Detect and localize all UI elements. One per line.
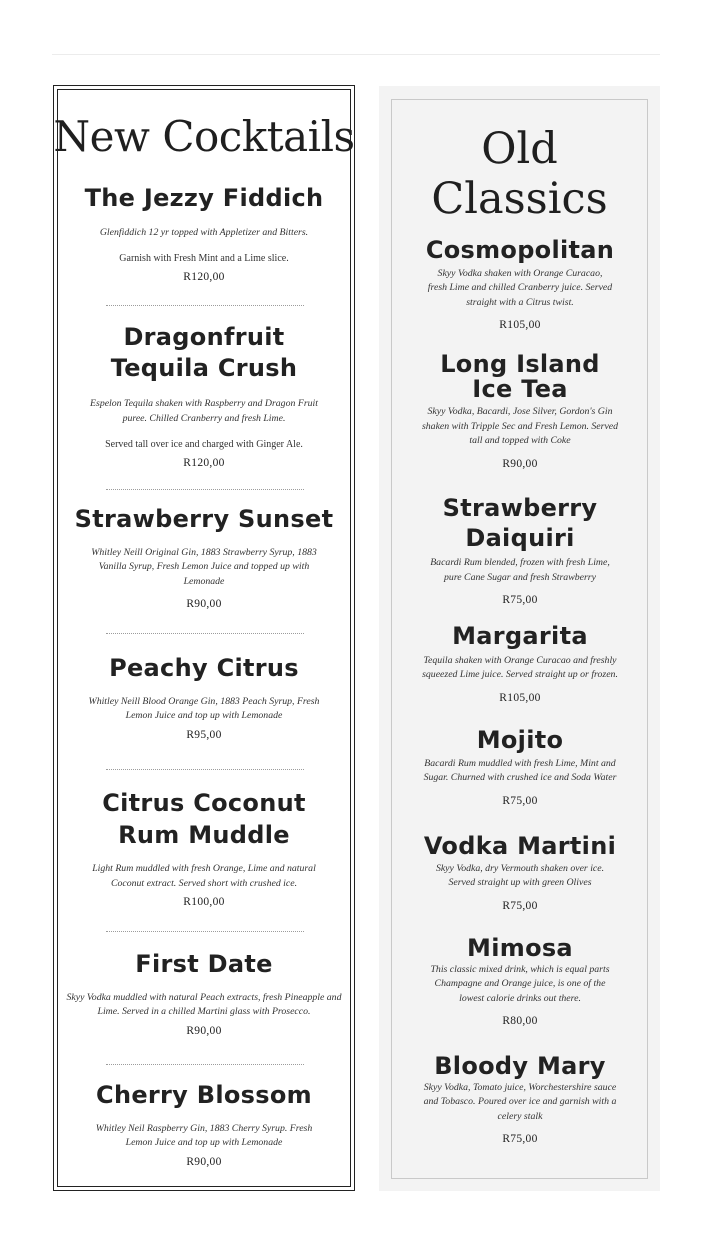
item-divider bbox=[106, 489, 304, 490]
menu-item bbox=[392, 352, 648, 470]
item-description: Tequila shaken with Orange Curacao and freshly squeezed Lime juice. Served straight up or frozen. bbox=[422, 654, 618, 681]
item-price: R90,00 bbox=[186, 598, 222, 611]
item-name: Bloody Mary bbox=[434, 1052, 606, 1080]
item-name: Long Island Ice Tea bbox=[440, 350, 600, 403]
item-name: First Date bbox=[135, 950, 273, 978]
item-name: Citrus Coconut Rum Muddle bbox=[102, 789, 306, 849]
item-name: Margarita bbox=[452, 622, 588, 650]
item-description: Glenfiddich 12 yr topped with Appletizer and Bitters. bbox=[99, 226, 309, 238]
old-classics-title bbox=[379, 124, 660, 224]
item-price: R120,00 bbox=[183, 457, 225, 469]
item-description: Skyy Vodka shaken with Orange Curacao, fresh Lime and chilled Cranberry juice. Served straight with a Citrus twist. bbox=[427, 267, 613, 308]
menu-item bbox=[392, 833, 648, 912]
item-name: Peachy Citrus bbox=[109, 654, 299, 682]
item-description: Skyy Vodka, dry Vermouth shaken over ice. Served straight up with green Olives bbox=[435, 862, 605, 889]
item-description: Bacardi Rum blended, frozen with fresh Lime, pure Cane Sugar and fresh Strawberry bbox=[430, 557, 610, 583]
item-name: Mojito bbox=[476, 726, 564, 754]
item-name: Cherry Blossom bbox=[96, 1081, 312, 1109]
menu-item bbox=[58, 185, 350, 283]
item-price: R95,00 bbox=[186, 728, 222, 741]
item-note: Garnish with Fresh Mint and a Lime slice. bbox=[119, 253, 289, 265]
item-name: Cosmopolitan bbox=[425, 236, 615, 264]
item-description: This classic mixed drink, which is equal parts Champagne and Orange juice, is one of the lowest calorie drinks out there. bbox=[430, 963, 610, 1004]
item-price: R90,00 bbox=[186, 1024, 222, 1037]
item-price: R120,00 bbox=[183, 271, 225, 284]
menu-item bbox=[58, 951, 350, 1037]
item-name: Strawberry Sunset bbox=[74, 505, 334, 533]
menu-item bbox=[392, 623, 648, 704]
menu-item bbox=[392, 727, 648, 807]
item-description: Light Rum muddled with fresh Orange, Lime and natural Coconut extract. Served short with crushed ice. bbox=[92, 863, 316, 889]
menu-item bbox=[58, 1082, 350, 1168]
item-price: R75,00 bbox=[502, 899, 538, 912]
menu-item bbox=[58, 787, 350, 908]
item-description: Espelon Tequila shaken with Raspberry and Dragon Fruit puree. Chilled Cranberry and fresh Lime. bbox=[90, 398, 318, 424]
item-description: Skyy Vodka, Bacardi, Jose Silver, Gordon's Gin shaken with Tripple Sec and Fresh Lemon. Served tall and topped with Coke bbox=[421, 406, 619, 446]
item-name: Dragonfruit Tequila Crush bbox=[110, 323, 298, 382]
menu-item bbox=[392, 493, 648, 606]
item-note: Served tall over ice and charged with Ginger Ale. bbox=[105, 439, 303, 450]
item-description: Skyy Vodka muddled with natural Peach extracts, fresh Pineapple and Lime. Served in a chilled Martini glass with Prosecco. bbox=[66, 991, 342, 1018]
item-price: R75,00 bbox=[502, 794, 538, 807]
item-name: The Jezzy Fiddich bbox=[84, 184, 324, 212]
menu-item bbox=[392, 1053, 648, 1145]
item-divider bbox=[106, 305, 304, 306]
item-divider bbox=[106, 1064, 304, 1065]
item-name: Vodka Martini bbox=[423, 832, 617, 860]
top-divider bbox=[52, 54, 660, 55]
item-price: R90,00 bbox=[186, 1155, 222, 1168]
item-description: Bacardi Rum muddled with fresh Lime, Mint and Sugar. Churned with crushed ice and Soda Water bbox=[423, 757, 617, 784]
old-classics-title-line2: Classics bbox=[431, 174, 608, 224]
new-cocktails-title: New Cocktails bbox=[53, 112, 355, 161]
item-price: R75,00 bbox=[502, 1133, 538, 1146]
item-price: R75,00 bbox=[502, 594, 538, 606]
item-name: Strawberry Daiquiri bbox=[442, 494, 598, 552]
menu-item bbox=[58, 322, 350, 469]
menu-item bbox=[58, 506, 350, 610]
item-description: Whitley Neill Original Gin, 1883 Strawberry Syrup, 1883 Vanilla Syrup, Fresh Lemon Juice and topped up with Lemonade bbox=[91, 546, 317, 587]
item-price: R100,00 bbox=[183, 896, 225, 908]
menu-item bbox=[58, 655, 350, 741]
item-divider bbox=[106, 769, 304, 770]
item-description: Whitley Neill Blood Orange Gin, 1883 Peach Syrup, Fresh Lemon Juice and top up with Lemonade bbox=[88, 695, 320, 722]
item-price: R105,00 bbox=[499, 319, 541, 332]
menu-item bbox=[392, 935, 648, 1027]
item-price: R80,00 bbox=[502, 1015, 538, 1028]
old-classics-title-line1: Old bbox=[481, 124, 558, 174]
item-divider bbox=[106, 633, 304, 634]
item-name: Mimosa bbox=[467, 934, 573, 962]
menu-item bbox=[392, 237, 648, 331]
item-divider bbox=[106, 931, 304, 932]
item-price: R90,00 bbox=[502, 457, 538, 470]
item-description: Skyy Vodka, Tomato juice, Worchestershire sauce and Tobasco. Poured over ice and garnish with a celery stalk bbox=[423, 1081, 617, 1122]
item-price: R105,00 bbox=[499, 691, 541, 704]
item-description: Whitley Neil Raspberry Gin, 1883 Cherry Syrup. Fresh Lemon Juice and top up with Lemonade bbox=[95, 1122, 313, 1149]
